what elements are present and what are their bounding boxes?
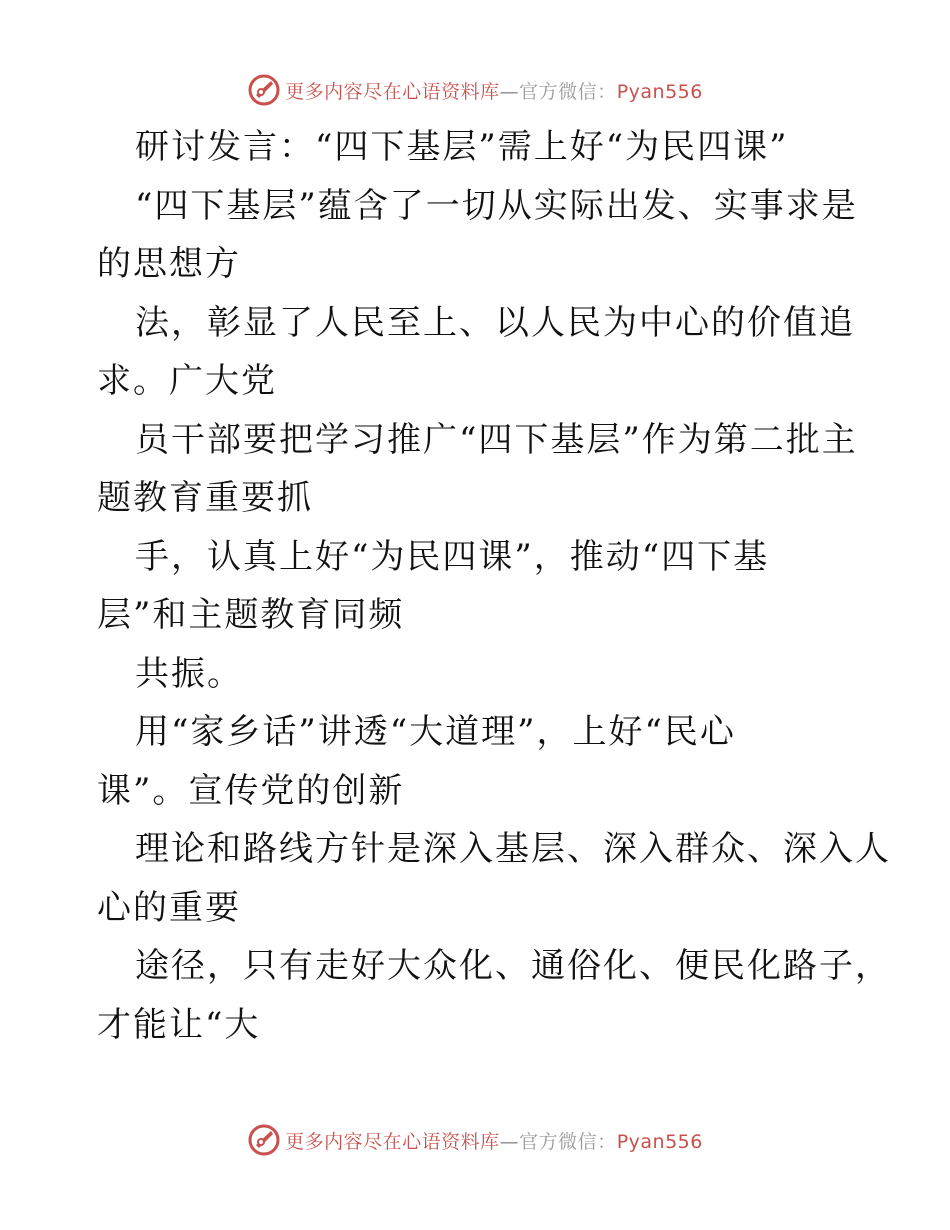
seal-logo-icon — [247, 1123, 281, 1157]
banner-site-text: 更多内容尽在心语资料库 — [285, 1130, 500, 1153]
paragraph-line: “四下基层”蕴含了一切从实际出发、实事求是 — [135, 185, 858, 226]
banner-text — [285, 1127, 703, 1154]
paragraph-line: 才能让“大 — [97, 1004, 261, 1045]
document-title: 研讨发言：“四下基层”需上好“为民四课” — [135, 127, 789, 167]
paragraph-line: 共振。 — [135, 653, 243, 694]
document-body — [97, 118, 891, 1054]
banner-separator: — — [499, 1130, 520, 1153]
banner-wechat-id: Pyan556 — [616, 80, 703, 103]
paragraph-line: 心的重要 — [97, 887, 241, 928]
paragraph-line: 途径，只有走好大众化、通俗化、便民化路子， — [135, 946, 891, 986]
paragraph-line: 的思想方 — [97, 244, 241, 284]
paragraph-line: 手，认真上好“为民四课”，推动“四下基 — [135, 536, 770, 577]
banner-wechat-id: Pyan556 — [616, 1130, 703, 1153]
paragraph-line: 课”。宣传党的创新 — [97, 770, 405, 811]
header-banner — [0, 70, 950, 110]
paragraph-line: 用“家乡话”讲透“大道理”，上好“民心 — [135, 712, 736, 752]
paragraph-line: 员干部要把学习推广“四下基层”作为第二批主 — [135, 419, 858, 460]
banner-text — [285, 77, 703, 104]
banner-wechat-label: 官方微信： — [519, 80, 617, 103]
paragraph-line: 题教育重要抓 — [97, 478, 313, 518]
paragraph-line: 法，彰显了人民至上、以人民为中心的价值追 — [135, 302, 855, 343]
paragraph-line: 理论和路线方针是深入基层、深入群众、深入人 — [135, 829, 891, 869]
paragraph-line: 层”和主题教育同频 — [97, 595, 405, 635]
paragraph-line: 求。广大党 — [97, 361, 277, 401]
banner-wechat-label: 官方微信： — [519, 1130, 617, 1153]
seal-logo-icon — [247, 73, 281, 107]
footer-banner — [0, 1120, 950, 1160]
banner-separator: — — [499, 80, 520, 103]
banner-site-text: 更多内容尽在心语资料库 — [285, 80, 500, 103]
